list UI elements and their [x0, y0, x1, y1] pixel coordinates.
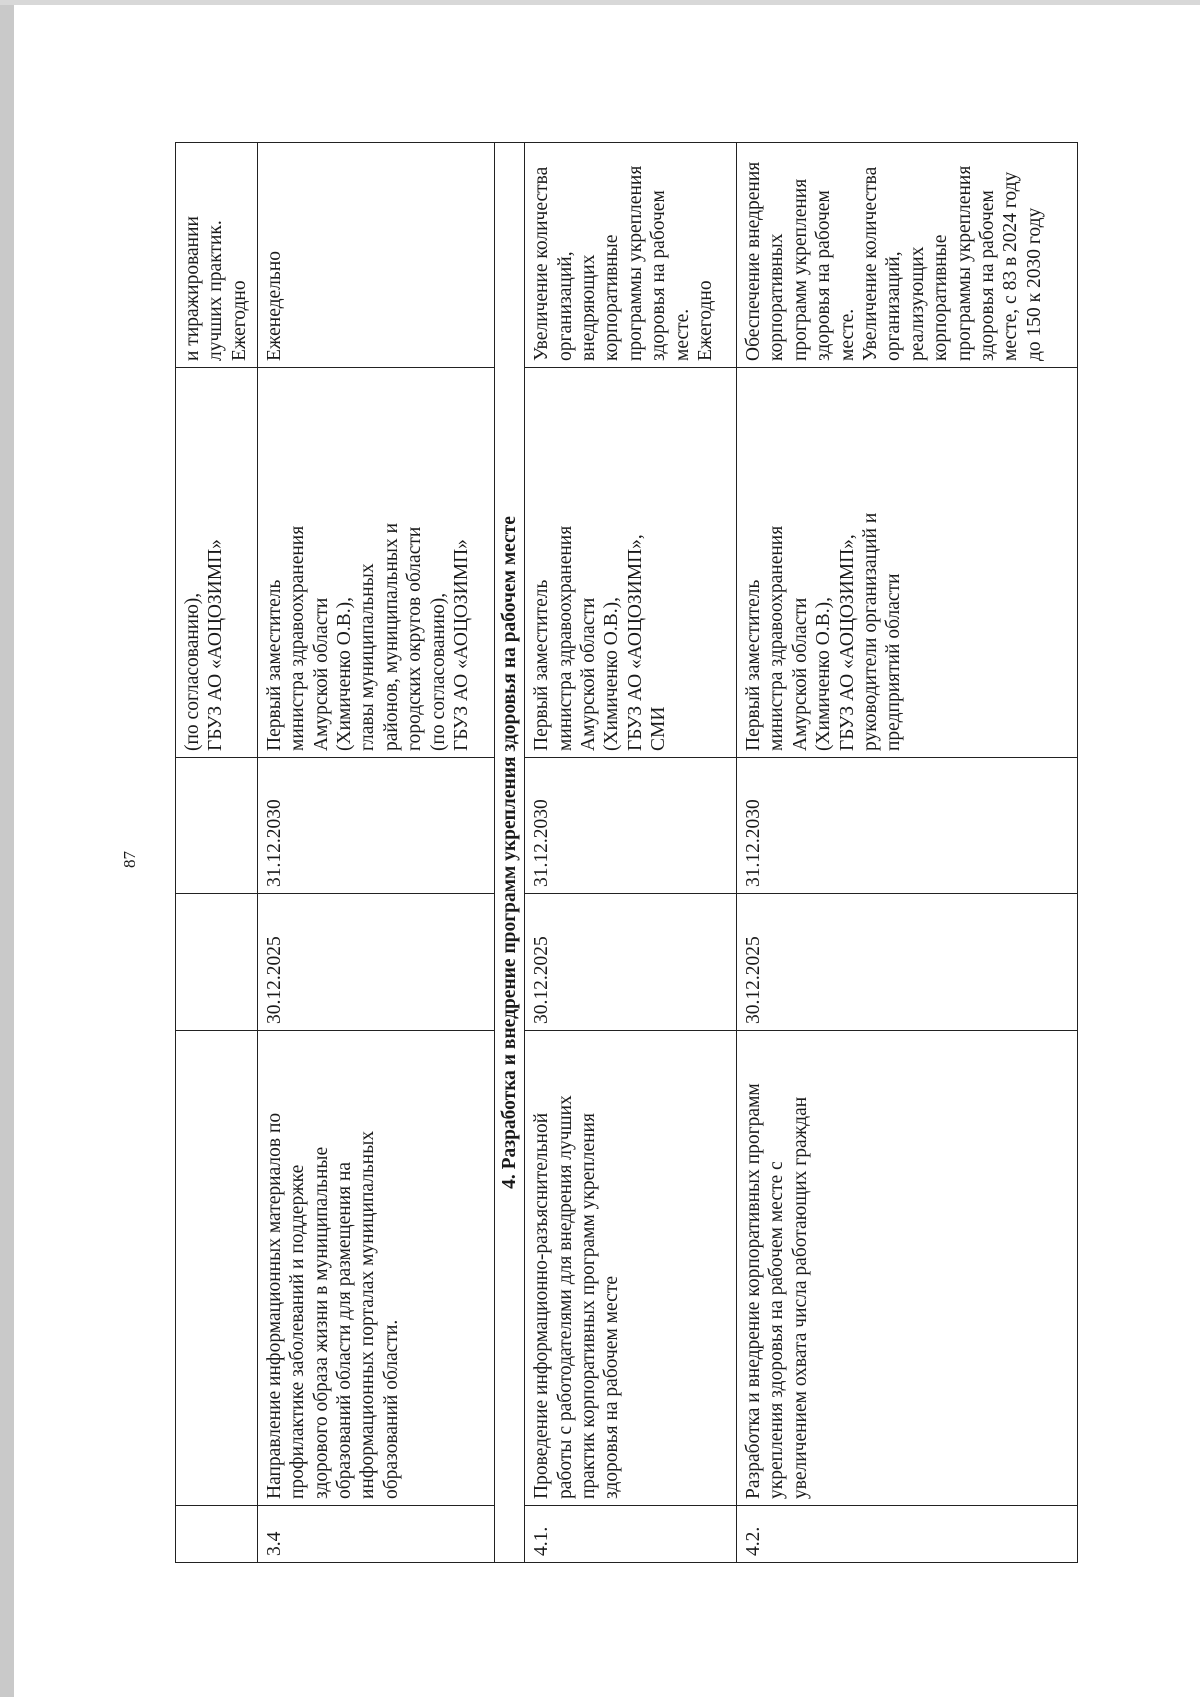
cell-text-line: месте. [836, 308, 858, 361]
cell-num [176, 1506, 258, 1563]
cell-result [176, 143, 258, 368]
cell-text-line: СМИ [648, 706, 670, 751]
cell-start: 30.12.2025 [737, 894, 1078, 1031]
cell-text-line: Еженедельно [263, 250, 285, 361]
cell-text-line: Увеличение количества [531, 166, 553, 361]
cell-text-line: здоровья на рабочем месте [601, 1276, 623, 1499]
cell-text-line: организаций, [883, 251, 905, 361]
cell-text-line: программы укрепления [953, 165, 975, 361]
cell-text-line: внедряющих [577, 254, 599, 361]
page-number: 87 [120, 851, 139, 868]
table-row [525, 143, 737, 1563]
cell-end: 31.12.2030 [525, 758, 737, 894]
cell-num: 3.4 [257, 1506, 494, 1563]
cell-result [737, 143, 1078, 368]
cell-text-line: корпоративных [766, 233, 788, 361]
cell-text-line: образований области для размещения на [334, 1161, 356, 1499]
cell-end: 31.12.2030 [257, 758, 494, 894]
cell-text-line: практик корпоративных программ укрепления [577, 1113, 599, 1499]
cell-text-line: Ежегодно [228, 280, 250, 361]
cell-text-line: Обеспечение внедрения [743, 161, 764, 361]
cell-name [737, 1031, 1078, 1506]
cell-name [525, 1031, 737, 1506]
cell-name [257, 1031, 494, 1506]
cell-end: 31.12.2030 [737, 758, 1078, 894]
cell-text-line: здоровья на рабочем [976, 190, 998, 361]
cell-start: 30.12.2025 [525, 894, 737, 1031]
cell-text-line: Амурской области [789, 597, 811, 751]
cell-text-line: районов, муниципальных и [380, 522, 402, 751]
cell-text-line: главы муниципальных [357, 563, 379, 751]
cell-responsible [525, 368, 737, 758]
cell-text-line: ГБУЗ АО «АОЦОЗИМП» [205, 539, 227, 751]
table-row [737, 143, 1078, 1563]
cell-text-line: городских округов области [404, 526, 426, 751]
cell-text-line: программы укрепления [624, 165, 646, 361]
cell-text-line: организаций, [554, 251, 576, 361]
cell-name [176, 1031, 258, 1506]
cell-text-line: здоровья на рабочем [648, 190, 670, 361]
cell-text-line: информационных порталах муниципальных [357, 1130, 379, 1499]
cell-text-line: Амурской области [577, 597, 599, 751]
cell-text-line: (Химиченко О.В.), [601, 596, 623, 751]
cell-text-line: месте. [671, 308, 693, 361]
cell-responsible [257, 368, 494, 758]
cell-num: 4.1. [525, 1506, 737, 1563]
cell-text-line: Первый заместитель [531, 579, 553, 751]
cell-text-line: министра здравоохранения [287, 525, 309, 751]
cell-text-line: здоровья на рабочем [813, 190, 835, 361]
scan-edge-top [0, 0, 1200, 5]
cell-text-line: Направление информационных материалов по [263, 1112, 285, 1499]
rotated-table-container [175, 143, 1078, 1563]
cell-text-line: Проведение информационно-разъяснительной [531, 1112, 553, 1499]
cell-text-line: (по согласованию), [182, 592, 203, 751]
section-title-row [494, 143, 524, 1563]
cell-text-line: работы с работодателями для внедрения лучших [554, 1095, 576, 1499]
cell-text-line: ГБУЗ АО «АОЦОЗИМП», [624, 534, 646, 751]
cell-text-line: Разработка и внедрение корпоративных программ [743, 1083, 764, 1499]
cell-text-line: (Химиченко О.В.), [334, 596, 356, 751]
cell-result [525, 143, 737, 368]
cell-text-line: (по согласованию), [427, 592, 449, 751]
cell-text-line: Первый заместитель [743, 579, 764, 751]
cell-text-line: увеличением охвата числа работающих граждан [789, 1096, 811, 1499]
cell-text-line: здорового образа жизни в муниципальные [310, 1146, 332, 1499]
cell-num: 4.2. [737, 1506, 1078, 1563]
cell-text-line: (Химиченко О.В.), [813, 596, 835, 751]
cell-text-line: корпоративные [601, 234, 623, 361]
cell-text-line: профилактике заболеваний и поддержке [287, 1164, 309, 1499]
cell-text-line: до 150 к 2030 году [1023, 207, 1045, 361]
cell-text-line: предприятий области [883, 573, 905, 751]
cell-text-line: месте, с 83 в 2024 году [1000, 171, 1022, 361]
cell-text-line: Первый заместитель [263, 579, 285, 751]
section-title: 4. Разработка и внедрение программ укрепления здоровья на рабочем месте [494, 143, 524, 1563]
table-row [257, 143, 494, 1563]
cell-text-line: ГБУЗ АО «АОЦОЗИМП» [451, 539, 472, 751]
cell-text-line: руководители организаций и [859, 512, 881, 751]
cell-text-line: Увеличение количества [859, 166, 881, 361]
cell-start [176, 894, 258, 1031]
cell-responsible [176, 368, 258, 758]
cell-text-line: реализующих [906, 246, 928, 361]
cell-text-line: корпоративные [930, 234, 952, 361]
cell-start: 30.12.2025 [257, 894, 494, 1031]
cell-text-line: министра здравоохранения [554, 525, 576, 751]
cell-text-line: Ежегодно [694, 280, 716, 361]
cell-text-line: программ укрепления [789, 178, 811, 361]
cell-end [176, 758, 258, 894]
table-row-continuation [176, 143, 258, 1563]
cell-text-line: образований области. [380, 1319, 402, 1499]
cell-text-line: укрепления здоровья на рабочем месте с [766, 1161, 788, 1499]
cell-result [257, 143, 494, 368]
cell-text-line: и тиражировании [182, 216, 203, 361]
cell-text-line: министра здравоохранения [766, 525, 788, 751]
scan-edge-left [0, 0, 14, 1697]
plan-table [175, 142, 1078, 1563]
cell-text-line: Амурской области [310, 597, 332, 751]
cell-text-line: лучших практик. [205, 220, 227, 361]
cell-responsible [737, 368, 1078, 758]
cell-text-line: ГБУЗ АО «АОЦОЗИМП», [836, 534, 858, 751]
